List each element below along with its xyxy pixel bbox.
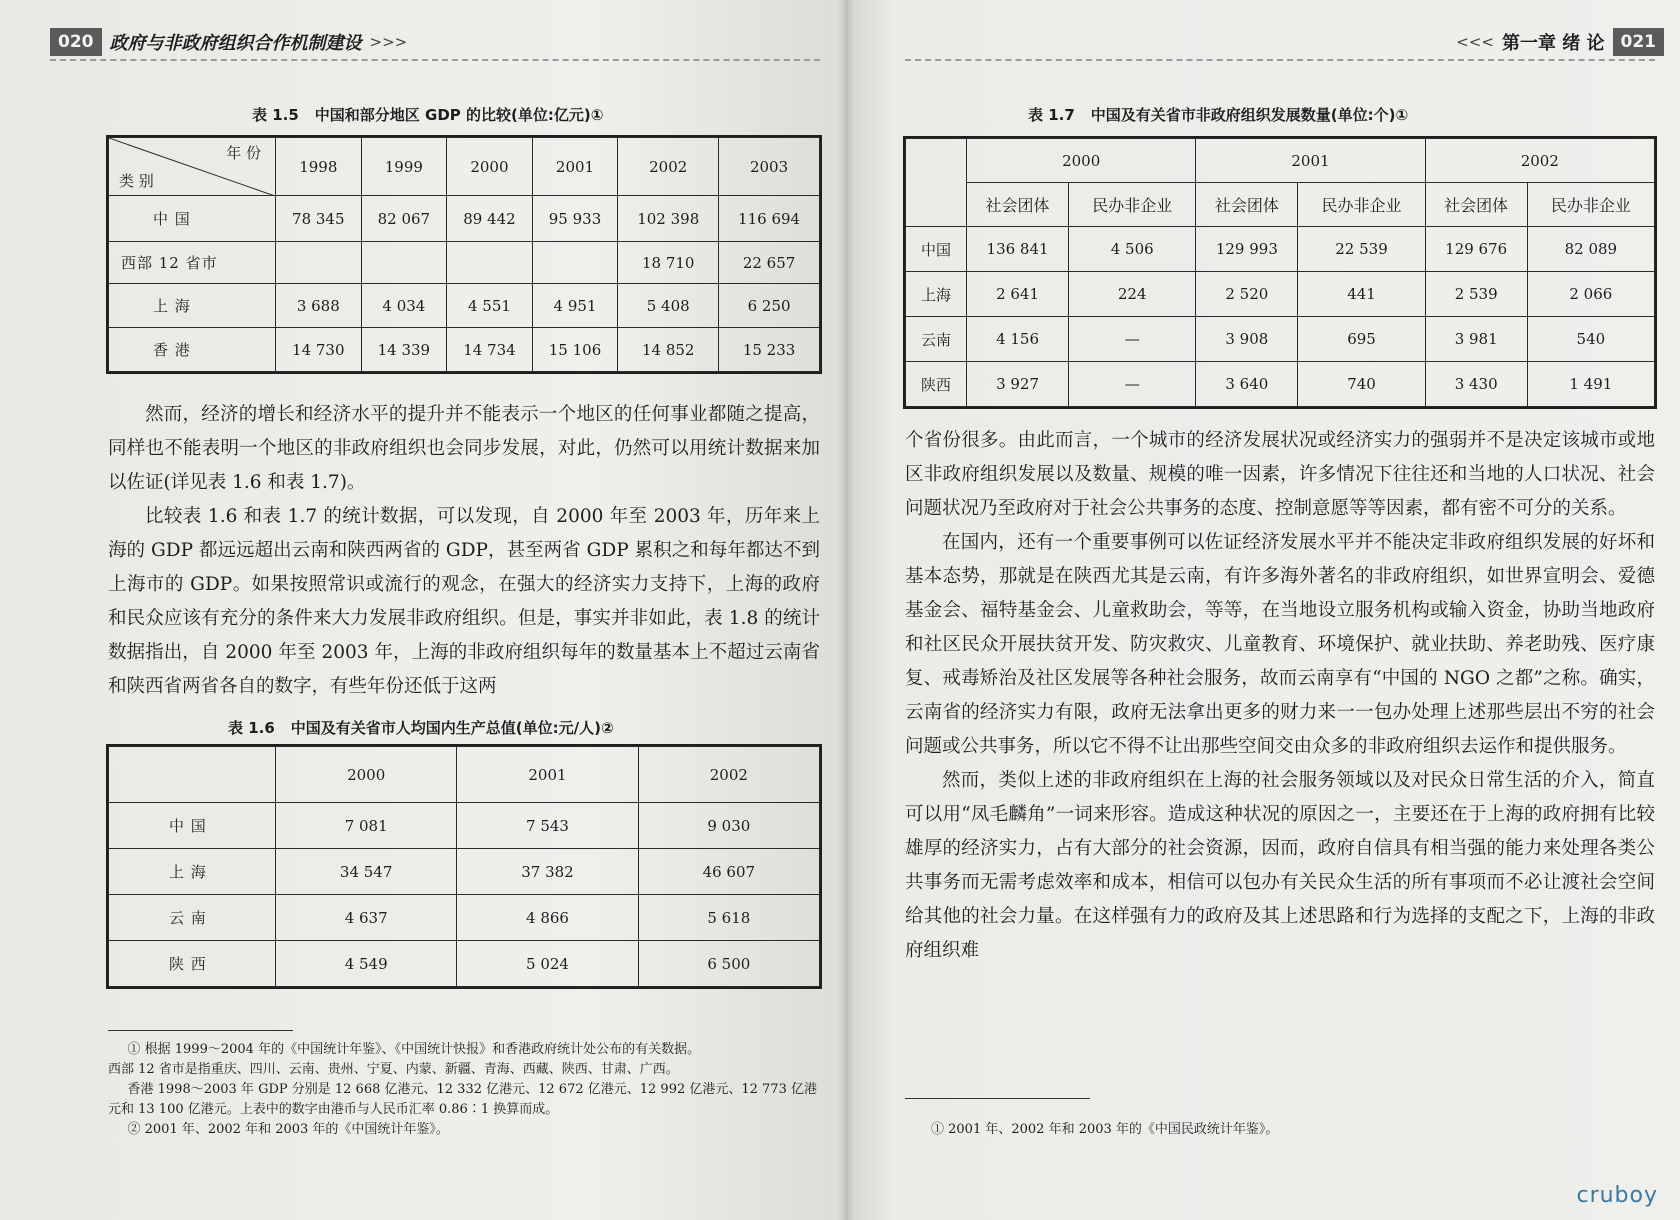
left-footnotes (108, 1040, 820, 1140)
table-cell: 2 520 (1196, 272, 1298, 317)
table-cell: 695 (1298, 317, 1425, 362)
table-row (906, 227, 1655, 272)
table-1-7-caption (1028, 104, 1408, 125)
right-header-arrow: <<< (1456, 33, 1494, 51)
right-running-header (1456, 28, 1664, 56)
table-1-5-caption (252, 104, 603, 125)
subcolumn-header: 社会团体 (1196, 183, 1298, 227)
table-cell: — (1069, 362, 1196, 407)
footnote-rule (905, 1098, 1090, 1099)
table-1-5-corner-cell (109, 138, 276, 196)
table-cell (447, 242, 533, 284)
table-row (109, 895, 820, 941)
table-row (109, 941, 820, 987)
table-row (906, 272, 1655, 317)
table-row (109, 803, 820, 849)
table-1-6 (108, 746, 820, 987)
footnote-rule (108, 1030, 293, 1031)
table-cell: 82 089 (1527, 227, 1654, 272)
table-row (109, 242, 820, 284)
table-cell: 5 618 (638, 895, 819, 941)
table-cell: 129 676 (1425, 227, 1527, 272)
table-cell: 82 067 (361, 196, 447, 242)
table-cell: 4 637 (276, 895, 457, 941)
row-header: 陕 西 (109, 941, 276, 987)
table-cell: 14 730 (276, 328, 362, 372)
table-cell: 540 (1527, 317, 1654, 362)
table-cell: 3 981 (1425, 317, 1527, 362)
table-cell (276, 242, 362, 284)
table-cell (532, 242, 618, 284)
table-cell: 5 408 (618, 284, 719, 328)
table-1-6-title: 中国及有关省市人均国内生产总值(单位:元/人)② (290, 719, 614, 737)
table-cell: — (1069, 317, 1196, 362)
table-row (906, 317, 1655, 362)
table-cell: 2 641 (967, 272, 1069, 317)
right-footnotes (905, 1120, 1655, 1140)
left-header-rule (50, 59, 820, 61)
table-cell: 129 993 (1196, 227, 1298, 272)
left-body-text (108, 398, 820, 704)
table-cell: 7 081 (276, 803, 457, 849)
row-header: 中 国 (109, 196, 276, 242)
table-cell: 1 491 (1527, 362, 1654, 407)
column-header: 2000 (276, 747, 457, 803)
row-header: 云南 (906, 317, 967, 362)
table-cell: 15 106 (532, 328, 618, 372)
table-1-5-title: 中国和部分地区 GDP 的比较(单位:亿元)① (314, 106, 604, 124)
right-page (845, 0, 1680, 1220)
subcolumn-header: 民办非企业 (1298, 183, 1425, 227)
table-cell: 5 024 (457, 941, 638, 987)
empty-corner-cell (906, 139, 967, 227)
table-cell: 2 539 (1425, 272, 1527, 317)
footnote: 西部 12 省市是指重庆、四川、云南、贵州、宁夏、内蒙、新疆、青海、西藏、陕西、甘肃、广西。 (108, 1062, 679, 1077)
table-row (109, 328, 820, 372)
table-row (906, 362, 1655, 407)
table-cell: 3 908 (1196, 317, 1298, 362)
column-header: 2003 (719, 138, 820, 196)
table-cell: 78 345 (276, 196, 362, 242)
table-cell: 3 430 (1425, 362, 1527, 407)
table-1-5-header-row (109, 138, 820, 196)
table-cell: 3 927 (967, 362, 1069, 407)
table-1-7-title: 中国及有关省市非政府组织发展数量(单位:个)① (1090, 106, 1409, 124)
year-header: 2002 (1425, 139, 1654, 183)
table-row (109, 284, 820, 328)
table-row (109, 849, 820, 895)
corner-top-label: 年 份 (226, 144, 261, 162)
table-cell: 6 250 (719, 284, 820, 328)
table-cell: 116 694 (719, 196, 820, 242)
table-cell: 34 547 (276, 849, 457, 895)
subcolumn-header: 社会团体 (967, 183, 1069, 227)
book-gutter (838, 0, 854, 1220)
row-header: 中国 (906, 227, 967, 272)
table-cell: 14 734 (447, 328, 533, 372)
left-running-header (50, 28, 407, 56)
table-cell: 37 382 (457, 849, 638, 895)
subcolumn-header: 社会团体 (1425, 183, 1527, 227)
table-cell: 4 506 (1069, 227, 1196, 272)
table-cell: 4 156 (967, 317, 1069, 362)
table-cell: 4 951 (532, 284, 618, 328)
table-1-7-year-row (906, 139, 1655, 183)
paragraph: 个省份很多。由此而言，一个城市的经济发展状况或经济实力的强弱并不是决定该城市或地区非政府组织发展以及数量、规模的唯一因素，许多情况下往往还和当地的人口状况、社会问题状况乃至政府对于社会公共事务的态度、控制意愿等等因素，都有密不可分的关系。 (905, 430, 1655, 519)
table-cell: 6 500 (638, 941, 819, 987)
paragraph: 在国内，还有一个重要事例可以佐证经济发展水平并不能决定非政府组织发展的好坏和基本态势，那就是在陕西尤其是云南，有许多海外著名的非政府组织，如世界宣明会、爱德基金会、福特基金会、儿童救助会，等等，在当地设立服务机构或输入资金，协助当地政府和社区民众开展扶贫开发、防灾救灾、儿童教育、环境保护、就业扶助、养老助残、医疗康复、戒毒矫治及社区发展等各种社会服务，故而云南享有“中国的 NGO 之都”之称。确实，云南省的经济实力有限，政府无法拿出更多的财力来一一包办处理上述那些层出不穷的社会问题或公共事务，所以它不得不让出那些空间交由众多的非政府组织去运作和提供服务。 (905, 532, 1655, 757)
table-row (109, 196, 820, 242)
table-1-5-label: 表 1.5 (252, 106, 299, 124)
year-header: 2000 (967, 139, 1196, 183)
table-cell: 740 (1298, 362, 1425, 407)
footnote: 香港 1998～2003 年 GDP 分别是 12 668 亿港元、12 332 亿港元、12 672 亿港元、12 992 亿港元、12 773 亿港元和 13 100 亿港元。上表中的数字由港币与人民币汇率 0.86∶1 换算而成。 (108, 1082, 817, 1117)
right-header-rule (905, 59, 1655, 61)
table-cell: 14 852 (618, 328, 719, 372)
table-cell: 46 607 (638, 849, 819, 895)
row-header: 上海 (906, 272, 967, 317)
row-header: 上 海 (109, 284, 276, 328)
table-cell: 2 066 (1527, 272, 1654, 317)
table-cell: 89 442 (447, 196, 533, 242)
table-1-6-header-row (109, 747, 820, 803)
subcolumn-header: 民办非企业 (1069, 183, 1196, 227)
table-1-7 (905, 138, 1655, 407)
footnote: ① 2001 年、2002 年和 2003 年的《中国民政统计年鉴》。 (931, 1122, 1279, 1137)
table-cell: 4 551 (447, 284, 533, 328)
table-1-5 (108, 137, 820, 372)
column-header: 2002 (618, 138, 719, 196)
column-header: 1999 (361, 138, 447, 196)
table-cell: 136 841 (967, 227, 1069, 272)
table-cell: 22 539 (1298, 227, 1425, 272)
table-cell: 9 030 (638, 803, 819, 849)
left-header-title: 政府与非政府组织合作机制建设 (109, 33, 362, 54)
table-cell: 4 034 (361, 284, 447, 328)
table-1-6-label: 表 1.6 (228, 719, 275, 737)
table-cell: 4 866 (457, 895, 638, 941)
column-header: 2001 (457, 747, 638, 803)
table-cell: 3 640 (1196, 362, 1298, 407)
table-cell: 15 233 (719, 328, 820, 372)
left-page-number: 020 (50, 28, 102, 56)
column-header: 2000 (447, 138, 533, 196)
row-header: 云 南 (109, 895, 276, 941)
row-header: 陕西 (906, 362, 967, 407)
table-cell: 224 (1069, 272, 1196, 317)
footnote: ② 2001 年、2002 年和 2003 年的《中国统计年鉴》。 (127, 1122, 449, 1137)
subcolumn-header: 民办非企业 (1527, 183, 1654, 227)
table-cell: 4 549 (276, 941, 457, 987)
row-header: 中 国 (109, 803, 276, 849)
paragraph: 比较表 1.6 和表 1.7 的统计数据，可以发现，自 2000 年至 2003 年，历年来上海的 GDP 都远远超出云南和陕西两省的 GDP，甚至两省 GDP 累积之和每年都达不到上海市的 GDP。如果按照常识或流行的观念，在强大的经济实力支持下，上海的政府和民众应该有充分的条件来大力发展非政府组织。但是，事实并非如此，表 1.8 的统计数据指出，自 2000 年至 2003 年，上海的非政府组织每年的数量基本上不超过云南省和陕西省两省各自的数字，有些年份还低于这两 (108, 506, 820, 697)
right-header-title: 第一章 绪 论 (1501, 33, 1605, 54)
table-cell: 18 710 (618, 242, 719, 284)
row-header: 上 海 (109, 849, 276, 895)
right-page-number: 021 (1613, 28, 1665, 56)
watermark-text: cruboy (1576, 1183, 1658, 1208)
column-header: 2002 (638, 747, 819, 803)
table-cell: 7 543 (457, 803, 638, 849)
table-cell: 95 933 (532, 196, 618, 242)
year-header: 2001 (1196, 139, 1425, 183)
table-cell: 22 657 (719, 242, 820, 284)
table-cell: 3 688 (276, 284, 362, 328)
column-header: 2001 (532, 138, 618, 196)
table-1-6-caption (228, 717, 614, 738)
table-cell (361, 242, 447, 284)
row-header: 西部 12 省市 (109, 242, 276, 284)
row-header: 香 港 (109, 328, 276, 372)
table-1-7-subheader-row (906, 183, 1655, 227)
empty-corner-cell (109, 747, 276, 803)
left-header-arrow: >>> (369, 33, 408, 51)
paragraph: 然而，经济的增长和经济水平的提升并不能表示一个地区的任何事业都随之提高，同样也不能表明一个地区的非政府组织也会同步发展，对此，仍然可以用统计数据来加以佐证(详见表 1.6 和表 1.7)。 (108, 404, 820, 493)
column-header: 1998 (276, 138, 362, 196)
table-cell: 102 398 (618, 196, 719, 242)
table-1-7-label: 表 1.7 (1028, 106, 1075, 124)
table-cell: 441 (1298, 272, 1425, 317)
paragraph: 然而，类似上述的非政府组织在上海的社会服务领域以及对民众日常生活的介入，简直可以用“凤毛麟角”一词来形容。造成这种状况的原因之一，主要还在于上海的政府拥有比较雄厚的经济实力，占有大部分的社会资源，因而，政府自信具有相当强的能力来处理各类公共事务而无需考虑效率和成本，相信可以包办有关民众生活的所有事项而不必让渡社会空间给其他的社会力量。在这样强有力的政府及其上述思路和行为选择的支配之下，上海的非政府组织难 (905, 770, 1655, 961)
corner-bottom-label: 类 别 (119, 172, 154, 190)
right-body-text (905, 424, 1655, 968)
table-cell: 14 339 (361, 328, 447, 372)
footnote: ① 根据 1999～2004 年的《中国统计年鉴》、《中国统计快报》和香港政府统计处公布的有关数据。 (127, 1042, 701, 1057)
